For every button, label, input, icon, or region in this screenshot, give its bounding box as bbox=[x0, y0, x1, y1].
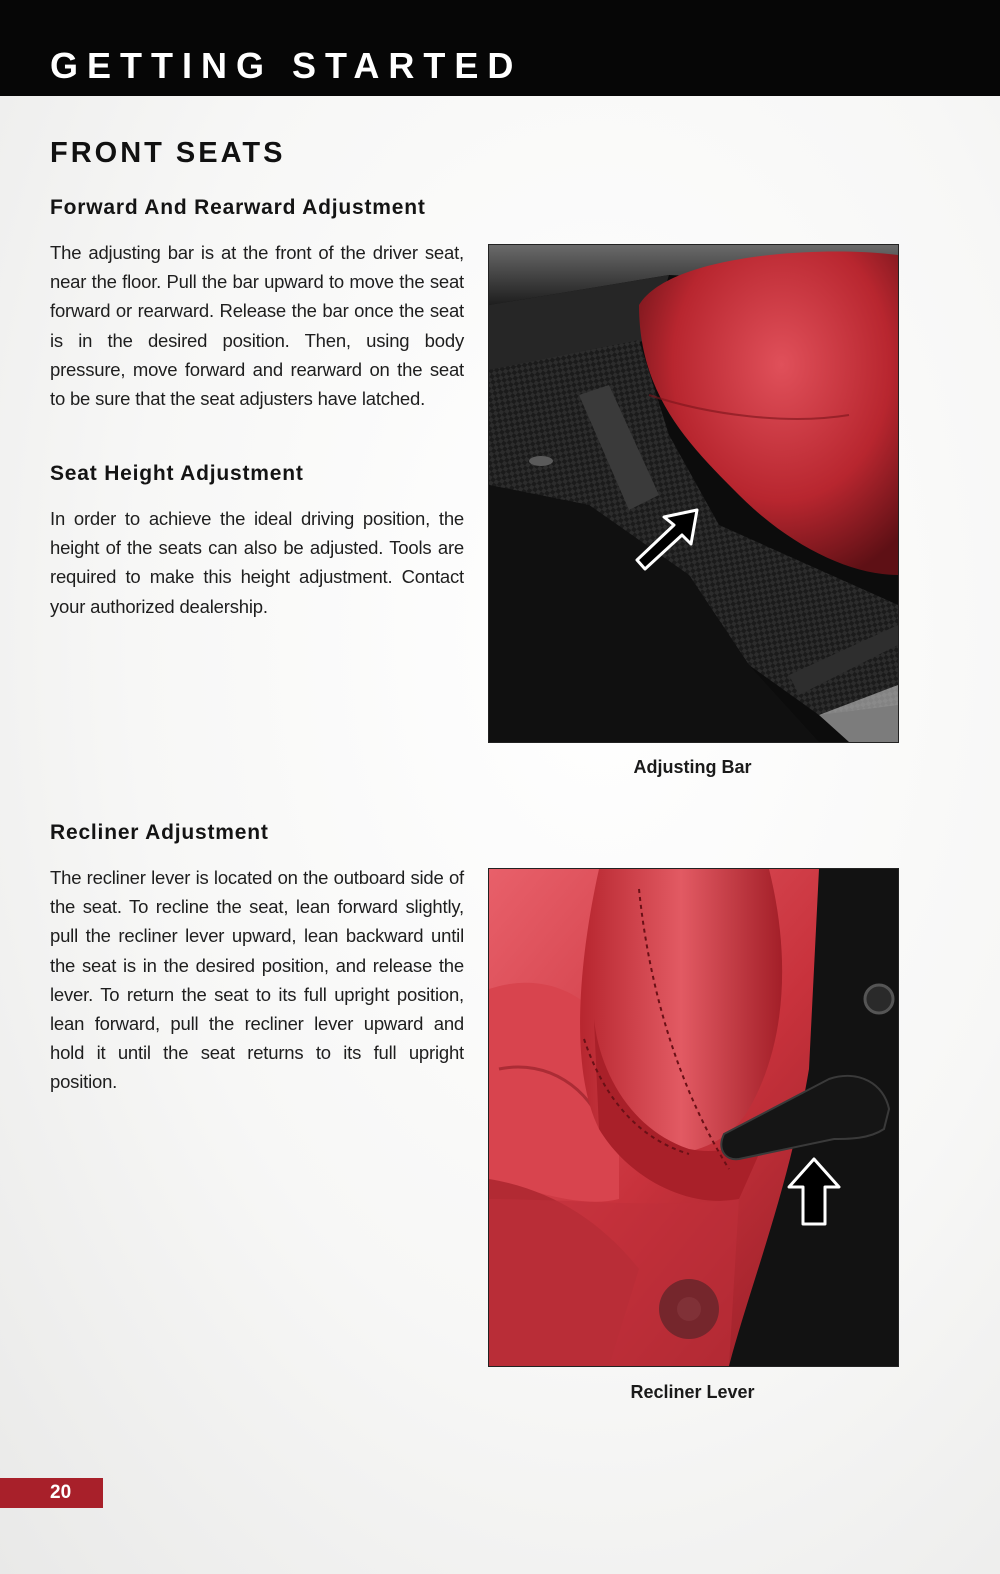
header-bar bbox=[0, 0, 1000, 96]
page-number: 20 bbox=[50, 1482, 72, 1503]
section-title: FRONT SEATS bbox=[50, 137, 286, 169]
recliner-lever-photo bbox=[488, 868, 899, 1367]
recliner-body: The recliner lever is located on the outboard side of the seat. To recline the seat, lean forward slightly, pull the recliner lever upward, lean backward until the seat is in the desired position, and release the lever. To return the seat to its full upright position, lean forward, pull the recliner lever upward and hold it until the seat returns to its full upright position. bbox=[50, 867, 464, 1093]
seat-height-body: In order to achieve the ideal driving position, the height of the seats can also be adjusted. Tools are required to make this height adjustment. Contact your authorized dealership. bbox=[50, 508, 464, 617]
seat-height-heading: Seat Height Adjustment bbox=[50, 462, 304, 485]
adjusting-bar-photo bbox=[488, 244, 899, 743]
forward-rearward-body: The adjusting bar is at the front of the driver seat, near the floor. Pull the bar upward to move the seat forward or rearward. Release the bar once the seat is in the desired position. Then, using body pressure, move forward and rearward on the seat to be sure that the seat adjusters have latched. bbox=[50, 242, 464, 410]
header-title: GETTING STARTED bbox=[50, 45, 523, 86]
forward-rearward-heading: Forward And Rearward Adjustment bbox=[50, 196, 426, 219]
recliner-lever-caption: Recliner Lever bbox=[630, 1382, 755, 1402]
page-number-tab bbox=[0, 1478, 103, 1508]
adjusting-bar-caption: Adjusting Bar bbox=[633, 757, 752, 777]
recliner-heading: Recliner Adjustment bbox=[50, 821, 269, 844]
